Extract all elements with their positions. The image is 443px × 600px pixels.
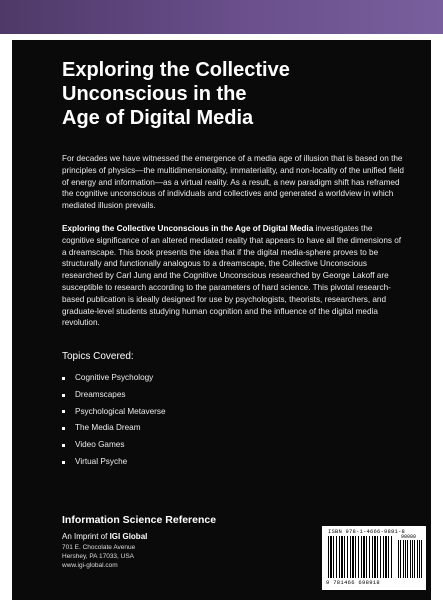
topic-item xyxy=(62,420,166,437)
bullet-icon xyxy=(62,444,65,447)
description-body: investigates the cognitive significance of an altered mediated reality that appears to have all the dimensions of a dreamscape. This book presents the idea that if the digital media-sphere proves to be structurally and functionally analogous to a dreamscape, the Collective Unconscious researched by Carl Jung and the Cognitive Unconscious researched by George Lakoff are susceptible to research according to the parameters of hard science. This pivotal research-based publication is ideally designed for use by psychologists, theorists, researchers, and graduate-level students studying human cognition and the influence of the digital media revolution. xyxy=(62,224,402,328)
intro-paragraph: For decades we have witnessed the emergence of a media age of illusion that is based on the principles of physics—the multidimensionality, immateriality, and non-locality of the unified field of energy and information—as a virtual reality. As a result, a new paradigm shift has reframed the cognitive unconscious of individuals and collectives and generated a worldview in which mediated illusion prevails. xyxy=(62,154,404,211)
topic-label: Virtual Psyche xyxy=(75,456,128,466)
publisher-block xyxy=(62,514,282,570)
imprint-prefix: An Imprint of xyxy=(62,532,110,541)
topic-item xyxy=(62,370,166,387)
bullet-icon xyxy=(62,394,65,397)
imprint-line xyxy=(62,532,282,541)
address-line-2: Hershey, PA 17033, USA xyxy=(62,553,135,560)
price-addon-number: 90000 xyxy=(401,534,417,540)
topic-item xyxy=(62,437,166,454)
topic-item xyxy=(62,387,166,404)
topic-label: Dreamscapes xyxy=(75,389,126,399)
topics-list xyxy=(62,370,166,471)
black-content-panel xyxy=(12,40,431,600)
imprint-name: IGI Global xyxy=(109,532,148,541)
bullet-icon xyxy=(62,377,65,380)
book-title: Exploring the Collective Unconscious in the Age of Digital Media xyxy=(62,59,290,129)
topic-label: Cognitive Psychology xyxy=(75,373,154,382)
website-link[interactable]: www.igi-global.com xyxy=(62,562,118,569)
bullet-icon xyxy=(62,461,65,464)
topic-item xyxy=(62,404,166,421)
barcode-addon-bars xyxy=(398,540,422,578)
barcode-bars xyxy=(328,536,394,578)
topic-label: Video Games xyxy=(75,440,125,450)
topic-label: The Media Dream xyxy=(75,423,141,433)
topic-item xyxy=(62,454,166,471)
bullet-icon xyxy=(62,427,65,430)
top-color-band xyxy=(0,0,443,34)
description-paragraph xyxy=(62,223,407,329)
isbn-barcode xyxy=(322,526,426,590)
bullet-icon xyxy=(62,410,65,413)
barcode-number: 9 781466 698918 xyxy=(326,579,381,586)
description-book-title: Exploring the Collective Unconscious in the Age of Digital Media xyxy=(62,224,314,233)
isbn-label: ISBN 978-1-4666-9891-8 xyxy=(328,528,406,535)
publisher-name: Information Science Reference xyxy=(62,514,217,526)
topics-heading: Topics Covered: xyxy=(62,351,134,362)
topic-label: Psychological Metaverse xyxy=(75,406,166,416)
address-line-1: 701 E. Chocolate Avenue xyxy=(62,544,136,551)
